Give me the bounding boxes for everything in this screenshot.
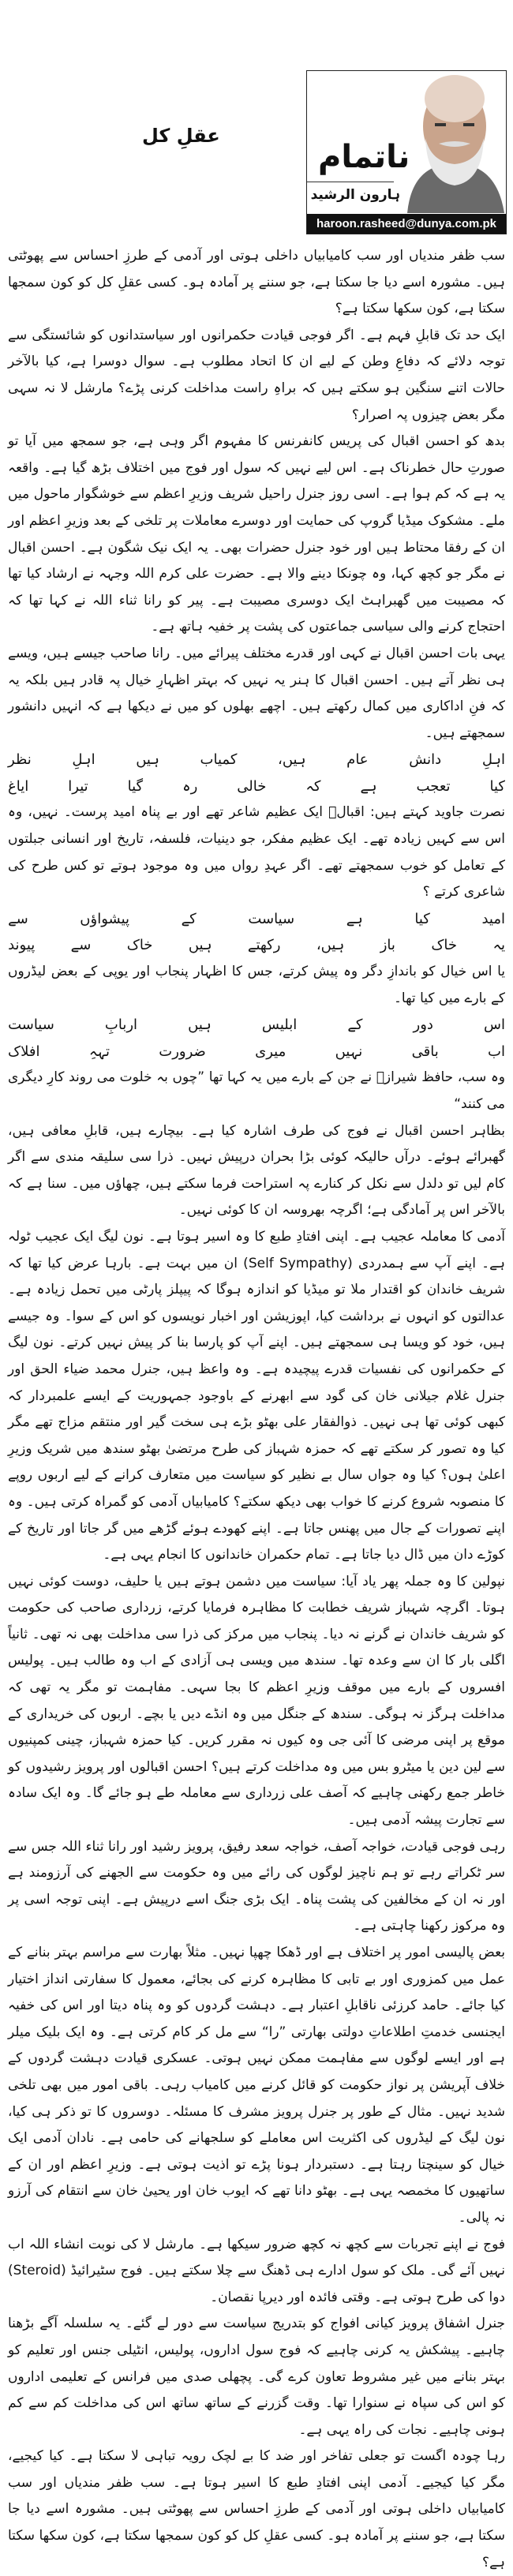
paragraph: نپولین کا وہ جملہ پھر یاد آیا: سیاست میں دشمن ہوتے ہیں یا حلیف، دوست کوئی نہیں ہوتا۔ اگرچہ شہباز شریف خطابت کا مظاہرہ فرمایا کرتے، زرداری صاحب کی حکومت کو شریف خاندان نے گرنے نہ دیا۔ پنجاب میں مرکز کی ذرا سی مداخلت بھی نہ تھی۔ ثانیاً اگلی بار کا ان سے وعدہ تھا۔ سندھ میں ویسی ہی آزادی کے اب وہ طالب ہیں۔ پولیس افسروں کے بارے میں موقف وزیرِ اعظم کا بجا سہی۔ مفاہمت تو مگر یہ تھی کہ مداخلت ہرگز نہ ہوگی۔ سندھ کے جنگل میں وہ انڈے دیں یا بچے۔ اربوں کی خریداری کے موقع پر اپنی مرضی کا آئی جی وہ کیوں نہ مقرر کریں۔ کیا حمزہ شہباز، چینی کمپنیوں سے لین دین یا میٹرو بس میں وہ مداخلت کرتے ہیں؟ احسن اقبالوں اور پرویز رشیدوں کو خاطر جمع رکھنی چاہیے کہ آصف علی زرداری سے معاملہ طے ہو جائے گا۔ وہ ایک سادہ سے تجارت پیشہ آدمی ہیں۔ [8,1573,505,1829]
verse-word: امید [481,910,505,927]
verse-word: کیا [489,777,505,795]
verse-word: کے [347,1017,363,1034]
article-body [8,243,505,2576]
verse-word: تہہِ [88,1043,110,1060]
author-name: ہارون الرشید [310,187,400,203]
paragraph: یا اس خیال کو باندازِ دگر وہ پیش کرتے، جس کا اظہار پنجاب اور یوپی کے بعض لیڈروں کے بارے میں کیا تھا۔ [8,964,505,1006]
verse-word: خالی [237,777,267,795]
author-photo [403,71,506,213]
verse-word: دانش [409,751,442,769]
paragraph: آدمی کا معاملہ عجیب ہے۔ اپنی افتادِ طبع کا وہ اسیر ہوتا ہے۔ نون لیگ ایک عجیب ٹولہ ہے۔ اپنے آپ سے ہمدردی (Self Sympathy) ان میں بہت ہے۔ بارہا عرض کیا تھا کہ شریف خاندان کو اقتدار ملا تو میڈیا کو اندازہ ہوگا کہ پیپلز پارٹی میں تحمل زیادہ ہے۔ عدالتوں کو انہوں نے برداشت کیا، اپوزیشن اور اخبار نویسوں کو اس کے سوا۔ وہ جیسے ہیں، خود کو ویسا ہی سمجھتے ہیں۔ اپنے آپ کو پارسا بنا کر پیش نہیں کرتے۔ نون لیگ کے حکمرانوں کی نفسیات قدرے پیچیدہ ہے۔ وہ واعظ ہیں، جنرل محمد ضیاء الحق اور جنرل غلام جیلانی خان کی گود سے ابھرنے کے باوجود جمہوریت کے ایسے علمبردار کہ کبھی کوئی تھا ہی نہیں۔ ذوالفقار علی بھٹو بڑے ہی سخت گیر اور منتقم مزاج تھے مگر کیا وہ تصور کر سکتے تھے کہ حمزہ شہباز کی طرح مرتضیٰ بھٹو سندھ میں شریک وزیرِ اعلیٰ ہوں؟ کیا وہ جواں سال بے نظیر کو سیاست میں متعارف کرانے کے لیے اربوں روپے کا منصوبہ شروع کرنے کا خواب بھی دیکھ سکتے؟ کامیابیاں آدمی کو گمراہ کرتی ہیں۔ وہ اپنے تصورات کے جال میں پھنس جاتا ہے۔ اپنے کھودے ہوئے گڑھے میں گر جاتا اور تاریخ کے کوڑے دان میں ڈال دیا جاتا ہے۔ تمام حکمران خاندانوں کا انجام یہی ہے۔ [8,1228,506,1563]
verse-word: اہلِ [72,751,95,769]
verse-word: دور [413,1017,433,1034]
verse-word: پیوند [8,937,36,954]
paragraph: وہ سب، حافظ شیرازؔ نے جن کے بارے میں یہ کہا تھا ”چوں بہ خلوت می روند کارِ دیگری می کنند“ [8,1069,505,1112]
paragraph: ایک حد تک قابلِ فہم ہے۔ اگر فوجی قیادت حکمرانوں اور سیاستدانوں کو شائستگی سے توجہ دلائے کہ دفاعِ وطن کے لیے ان کا اتحاد مطلوب ہے۔ سوال دوسرا ہے، کیا بالآخر حالات اتنے سنگین ہو سکتے ہیں کہ براہِ راست مداخلت کرنی پڑے؟ مارشل لا نہ سہی مگر بعض چیزوں پہ اصرار؟ [8,327,505,423]
verse-word: ہے [346,910,363,927]
paragraph: نصرت جاوید کہتے ہیں: اقبالؔ ایک عظیم شاعر تھے اور بے پناہ امید پرست۔ نہیں، وہ اس سے کہیں زیادہ تھے۔ ایک عظیم مفکر، جو دینیات، فلسفہ، تاریخ اور انسانی جبلتوں کے تعامل کو خوب سمجھتے تھے۔ اگر عہدِ رواں میں وہ موجود ہوتے تو کس طرح کی شاعری کرتے ؟ [8,804,505,900]
verse-word: ابلیس [261,1017,298,1034]
verse-word: ہیں، [278,751,306,769]
verse-word: اربابِ [104,1017,138,1034]
verse-line [8,773,505,800]
verse-word: تیرا [68,777,88,795]
column-header [0,0,513,241]
verse-word: سیاست [248,910,295,927]
verse-word: اہلِ [481,751,505,769]
verse-word: خاک [126,937,153,954]
paragraph: رہی فوجی قیادت، خواجہ آصف، خواجہ سعد رفیق، پرویز رشید اور رانا ثناء اللہ جس سے سر ٹکراتے رہے تو ہم ناچیز لوگوں کی رائے میں وہ حکومت سے الجھنے کی آرزومند ہے اور نہ ان کے مخالفین کی پشت پناہ۔ ایک بڑی جنگ اسے درپیش ہے۔ اپنی توجہ اسی پر وہ مرکوز رکھنا چاہتی ہے۔ [8,1838,505,1934]
verse-word: باقی [411,1043,439,1060]
verse-word: ہیں [136,751,159,769]
verse-word: کہ [305,777,321,795]
verse-line [8,906,505,933]
verse-line [8,1039,505,1065]
verse-word: خاک [431,937,458,954]
article-title: عقلِ کل [142,125,220,147]
verse-word: تعجب [416,777,451,795]
verse-word: ہیں [188,937,212,954]
verse-word: ضرورت [159,1043,206,1060]
verse-word: کمیاب [200,751,238,769]
paragraph: فوج نے اپنے تجربات سے کچھ نہ کچھ ضرور سیکھا ہے۔ مارشل لا کی نوبت انشاء اللہ اب نہیں آئے گی۔ ملک کو سول ادارے ہی ڈھنگ سے چلا سکتے ہیں۔ فوج سٹیرائیڈ (Steroid) دوا کی طرح ہوتی ہے۔ وقتی فائدہ اور دیرپا نقصان۔ [8,2236,505,2305]
verse-word: اب [488,1043,505,1060]
column-name: ناتمام [318,139,410,175]
verse-word: نظر [8,751,32,769]
verse-word: کے [181,910,197,927]
paragraph: سب ظفر مندیاں اور سب کامیابیاں داخلی ہوتی اور آدمی کے طرزِ احساس سے پھوٹتی ہیں۔ مشورہ اسے دیا جا سکتا ہے، جو سننے پر آمادہ ہو۔ کسی عقلِ کل کو کون سمجھا سکتا ہے، کون سکھا سکتا ہے؟ [8,248,505,317]
verse-word: ہیں، [316,937,345,954]
verse-word: رہ [182,777,198,795]
verse-word: یہ [492,937,505,954]
verse-word: افلاک [8,1043,40,1060]
verse-word: اس [484,1017,505,1034]
verse-word: کیا [414,910,430,927]
verse-line [8,747,505,773]
verse-word: سیاست [8,1017,54,1034]
verse-word: ہے [360,777,377,795]
verse-word: ہیں [188,1017,212,1034]
verse-word: میری [255,1043,286,1060]
verse-word: باز [380,937,395,954]
verse-word: سے [70,937,92,954]
author-email[interactable]: haroon.rasheed@dunya.com.pk [307,214,506,234]
verse-word: نہیں [335,1043,363,1060]
paragraph: جنرل اشفاق پرویز کیانی افواج کو بتدریج سیاست سے دور لے گئے۔ یہ سلسلہ آگے بڑھنا چاہیے۔ پیشکش یہ کرنی چاہیے کہ فوج سول اداروں، پولیس، انٹیلی جنس اور تعلیم کو بہتر بنانے میں غیر مشروط تعاون کرے گی۔ پچھلی صدی میں فرانس کے تعلیمی اداروں کو اس کی سپاہ نے سنوارا تھا۔ وقت گزرنے کے ساتھ ساتھ اس کی مداخلت کم سے کم ہونی چاہیے۔ نجات کی راہ یہی ہے۔ [8,2316,505,2438]
paragraph: رہا چودہ اگست تو جعلی تفاخر اور ضد کا بے لچک رویہ تباہی لا سکتا ہے۔ کیا کیجیے، مگر کیا کیجیے۔ آدمی اپنی افتادِ طبع کا اسیر ہوتا ہے۔ سب ظفر مندیاں اور سب کامیابیاں داخلی ہوتی اور آدمی کے طرزِ احساس سے پھوٹتی ہیں۔ مشورہ اسے دیا جا سکتا ہے، جو سننے پر آمادہ ہو۔ کسی عقلِ کل کو کون سمجھا سکتا ہے، کون سکھا سکتا ہے؟ [8,2448,505,2570]
verse-word: پیشواؤں [80,910,130,927]
verse-line [8,932,505,959]
verse-word: ایاغ [8,777,29,795]
verse-word: رکھتے [247,937,281,954]
verse-line [8,1012,505,1039]
paragraph: بعض پالیسی امور پر اختلاف ہے اور ڈھکا چھپا نہیں۔ مثلاً بھارت سے مراسم بہتر بنانے کے عمل میں کمزوری اور بے تابی کا مظاہرہ کرنے کی بجائے، معمول کا سفارتی انداز اختیار کیا جائے۔ حامد کرزئی ناقابلِ اعتبار ہے۔ دہشت گردوں کو وہ پناہ دیتا اور اس کی خفیہ ایجنسی خدمتِ اطلاعاتِ دولتی بھارتی ”را“ سے مل کر کام کرتی ہے۔ وہ ایک بلیک میلر ہے اور ایسے لوگوں سے مفاہمت ممکن نہیں ہوتی۔ عسکری قیادت دہشت گردوں کے خلاف آپریشن پر نواز حکومت کو قائل کرنے میں کامیاب رہی۔ باقی امور میں بھی تلخی شدید نہیں۔ مثال کے طور پر جنرل پرویز مشرف کا مسئلہ۔ دوسروں کا تو ذکر ہی کیا، نون لیگ کے لیڈروں کی اکثریت اس معاملے کو سلجھانے کی حامی ہے۔ نادان آدمی ایک خیال کو سینچتا رہتا ہے۔ دستبردار ہونا پڑے تو اذیت ہوتی ہے۔ وزیرِ اعظم اور ان کے ساتھیوں کا مخمصہ یہی ہے۔ بھٹو دانا تھے کہ ایوب خان اور یحییٰ خان سے انتقام کی آرزو نہ پالی۔ [8,1945,505,2226]
paragraph: بظاہر احسن اقبال نے فوج کی طرف اشارہ کیا ہے۔ بیچارے ہیں، قابلِ معافی ہیں، گھبرائے ہوئے۔ درآں حالیکہ کوئی بڑا بحران درپیش نہیں۔ ذرا سی سلیقہ مندی سے اگر کام لیں تو دلدل سے نکل کر کنارے پہ استراحت فرما سکتے ہیں، چھاؤں میں۔ سنا ہے کہ بالآخر اس پر آمادگی ہے؛ اگرچہ بھروسہ ان کا کوئی نہیں۔ [8,1122,505,1219]
paragraph: یہی بات احسن اقبال نے کہی اور قدرے مختلف پیرائے میں۔ رانا صاحب جیسے ہیں، ویسے ہی نظر آتے ہیں۔ احسن اقبال کا ہنر یہ نہیں کہ بہتر اظہارِ خیال پہ قادر ہیں بلکہ یہ کہ فنِ اداکاری میں کمال رکھتے ہیں۔ اچھے بھلوں کو میں نے دیکھا ہے کہ انہیں دانشور سمجھتے ہیں۔ [8,645,505,741]
verse-word: عام [346,751,369,769]
paragraph: بدھ کو احسن اقبال کی پریس کانفرنس کا مفہوم اگر وہی ہے، جو سمجھ میں آیا تو صورتِ حال خطرناک ہے۔ اس لیے نہیں کہ سول اور فوج میں اختلاف بڑھ گیا ہے۔ واقعہ یہ ہے کہ کم ہوا ہے۔ اسی روز جنرل راحیل شریف وزیرِ اعظم سے خوشگوار ماحول میں ملے۔ مشکوک میڈیا گروپ کی حمایت اور دوسرے معاملات پر تلخی کے بعد وزیرِ اعظم اور ان کے رفقا محتاط ہیں اور خود جنرل حضرات بھی۔ یہ ایک نیک شگون ہے۔ احسن اقبال نے مگر جو کچھ کہا، وہ چونکا دینے والا ہے۔ حضرت علی کرم اللہ وجہہ نے ارشاد کیا تھا کہ مصیبت میں گھبراہٹ ایک دوسری مصیبت ہے۔ پیر کو رانا ثناء اللہ نے کہا تھا کہ احتجاج کرنے والی سیاسی جماعتوں کی پشت پر خفیہ ہاتھ ہے۔ [8,433,505,635]
verse-word: گیا [127,777,144,795]
byline-box [306,70,507,234]
verse-word: سے [8,910,28,927]
